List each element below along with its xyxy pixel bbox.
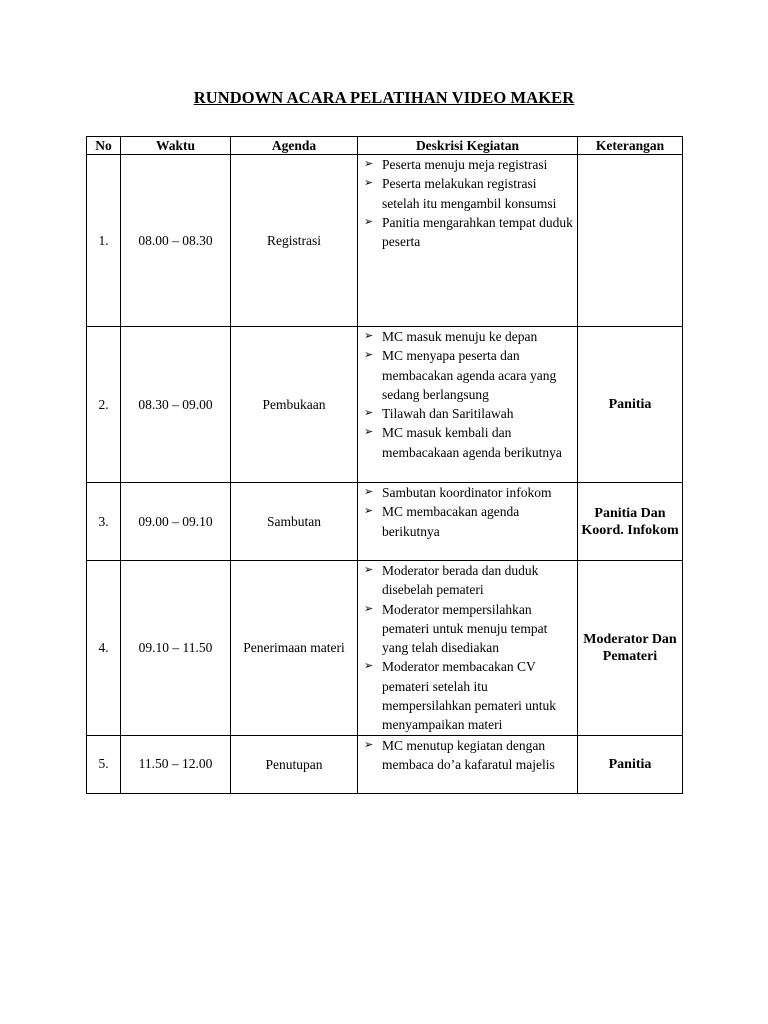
description-item: ➢ Peserta melakukan registrasi setelah itu mengambil konsumsi — [364, 176, 557, 211]
row-no: 5. — [87, 735, 121, 793]
row-description — [358, 735, 578, 793]
arrowhead-bullet-icon: ➢ — [364, 660, 374, 673]
row-agenda: Penerimaan materi — [231, 561, 358, 736]
table-row — [87, 561, 683, 736]
row-note: Panitia — [578, 735, 683, 793]
table-header-row — [87, 137, 683, 155]
arrowhead-bullet-icon: ➢ — [364, 177, 374, 190]
description-item: ➢ Peserta menuju meja registrasi — [364, 155, 573, 174]
description-item: ➢ Sambutan koordinator infokom — [364, 483, 573, 502]
row-note: Panitia Dan Koord. Infokom — [578, 483, 683, 561]
table-row — [87, 155, 683, 327]
row-no: 2. — [87, 327, 121, 483]
row-time: 09.00 – 09.10 — [121, 483, 231, 561]
arrowhead-bullet-icon: ➢ — [364, 505, 374, 518]
arrowhead-bullet-icon: ➢ — [364, 330, 374, 342]
row-time: 08.30 – 09.00 — [121, 327, 231, 483]
description-list — [358, 155, 577, 251]
arrowhead-bullet-icon: ➢ — [364, 407, 374, 420]
row-description — [358, 483, 578, 561]
description-list — [358, 736, 577, 775]
row-time: 08.00 – 08.30 — [121, 155, 231, 327]
row-agenda: Sambutan — [231, 483, 358, 561]
description-list — [358, 561, 577, 735]
description-item: ➢ MC menutup kegiatan dengan membaca do’a kafaratul majelis — [364, 737, 555, 772]
arrowhead-bullet-icon: ➢ — [364, 426, 374, 439]
row-description — [358, 327, 578, 483]
row-no: 1. — [87, 155, 121, 327]
arrowhead-bullet-icon: ➢ — [364, 349, 374, 362]
row-time: 09.10 – 11.50 — [121, 561, 231, 736]
description-item: ➢ Moderator mempersilahkan pemateri untuk menuju tempat yang telah disediakan — [364, 601, 548, 656]
row-agenda: Penutupan — [231, 735, 358, 793]
row-note: Moderator Dan Pemateri — [578, 561, 683, 736]
header-no: No — [87, 137, 121, 155]
row-note — [578, 155, 683, 327]
description-item: ➢ Moderator membacakan CV pemateri setelah itu mempersilahkan pemateri untuk menyampaikan materi — [364, 659, 556, 733]
arrowhead-bullet-icon: ➢ — [364, 564, 374, 576]
description-item: ➢ Panitia mengarahkan tempat duduk peserta — [364, 214, 573, 250]
table-row — [87, 483, 683, 561]
header-time: Waktu — [121, 137, 231, 155]
description-item: ➢ MC menyapa peserta dan membacakan agenda acara yang sedang berlangsung — [364, 348, 557, 402]
description-list — [358, 483, 577, 541]
arrowhead-bullet-icon: ➢ — [364, 602, 374, 615]
arrowhead-bullet-icon: ➢ — [364, 738, 374, 751]
table-row — [87, 327, 683, 483]
description-item: ➢ Moderator berada dan duduk disebelah pemateri — [364, 563, 539, 598]
arrowhead-bullet-icon: ➢ — [364, 215, 374, 228]
arrowhead-bullet-icon: ➢ — [364, 158, 374, 170]
row-time: 11.50 – 12.00 — [121, 735, 231, 793]
row-agenda: Pembukaan — [231, 327, 358, 483]
description-item: ➢ MC masuk menuju ke depan — [364, 327, 573, 346]
header-description: Deskrisi Kegiatan — [358, 137, 578, 155]
row-no: 3. — [87, 483, 121, 561]
row-no: 4. — [87, 561, 121, 736]
header-agenda: Agenda — [231, 137, 358, 155]
header-note: Keterangan — [578, 137, 683, 155]
table-row — [87, 735, 683, 793]
page-title: RUNDOWN ACARA PELATIHAN VIDEO MAKER — [193, 88, 575, 107]
row-description — [358, 155, 578, 327]
description-item: ➢ Tilawah dan Saritilawah — [364, 404, 573, 423]
description-item: ➢ MC membacakan agenda berikutnya — [364, 504, 520, 539]
arrowhead-bullet-icon: ➢ — [364, 486, 374, 498]
row-agenda: Registrasi — [231, 155, 358, 327]
row-note: Panitia — [578, 327, 683, 483]
rundown-table — [86, 136, 683, 794]
description-list — [358, 327, 577, 462]
row-description — [358, 561, 578, 736]
description-item: ➢ MC masuk kembali dan membacakaan agenda berikutnya — [364, 425, 562, 460]
